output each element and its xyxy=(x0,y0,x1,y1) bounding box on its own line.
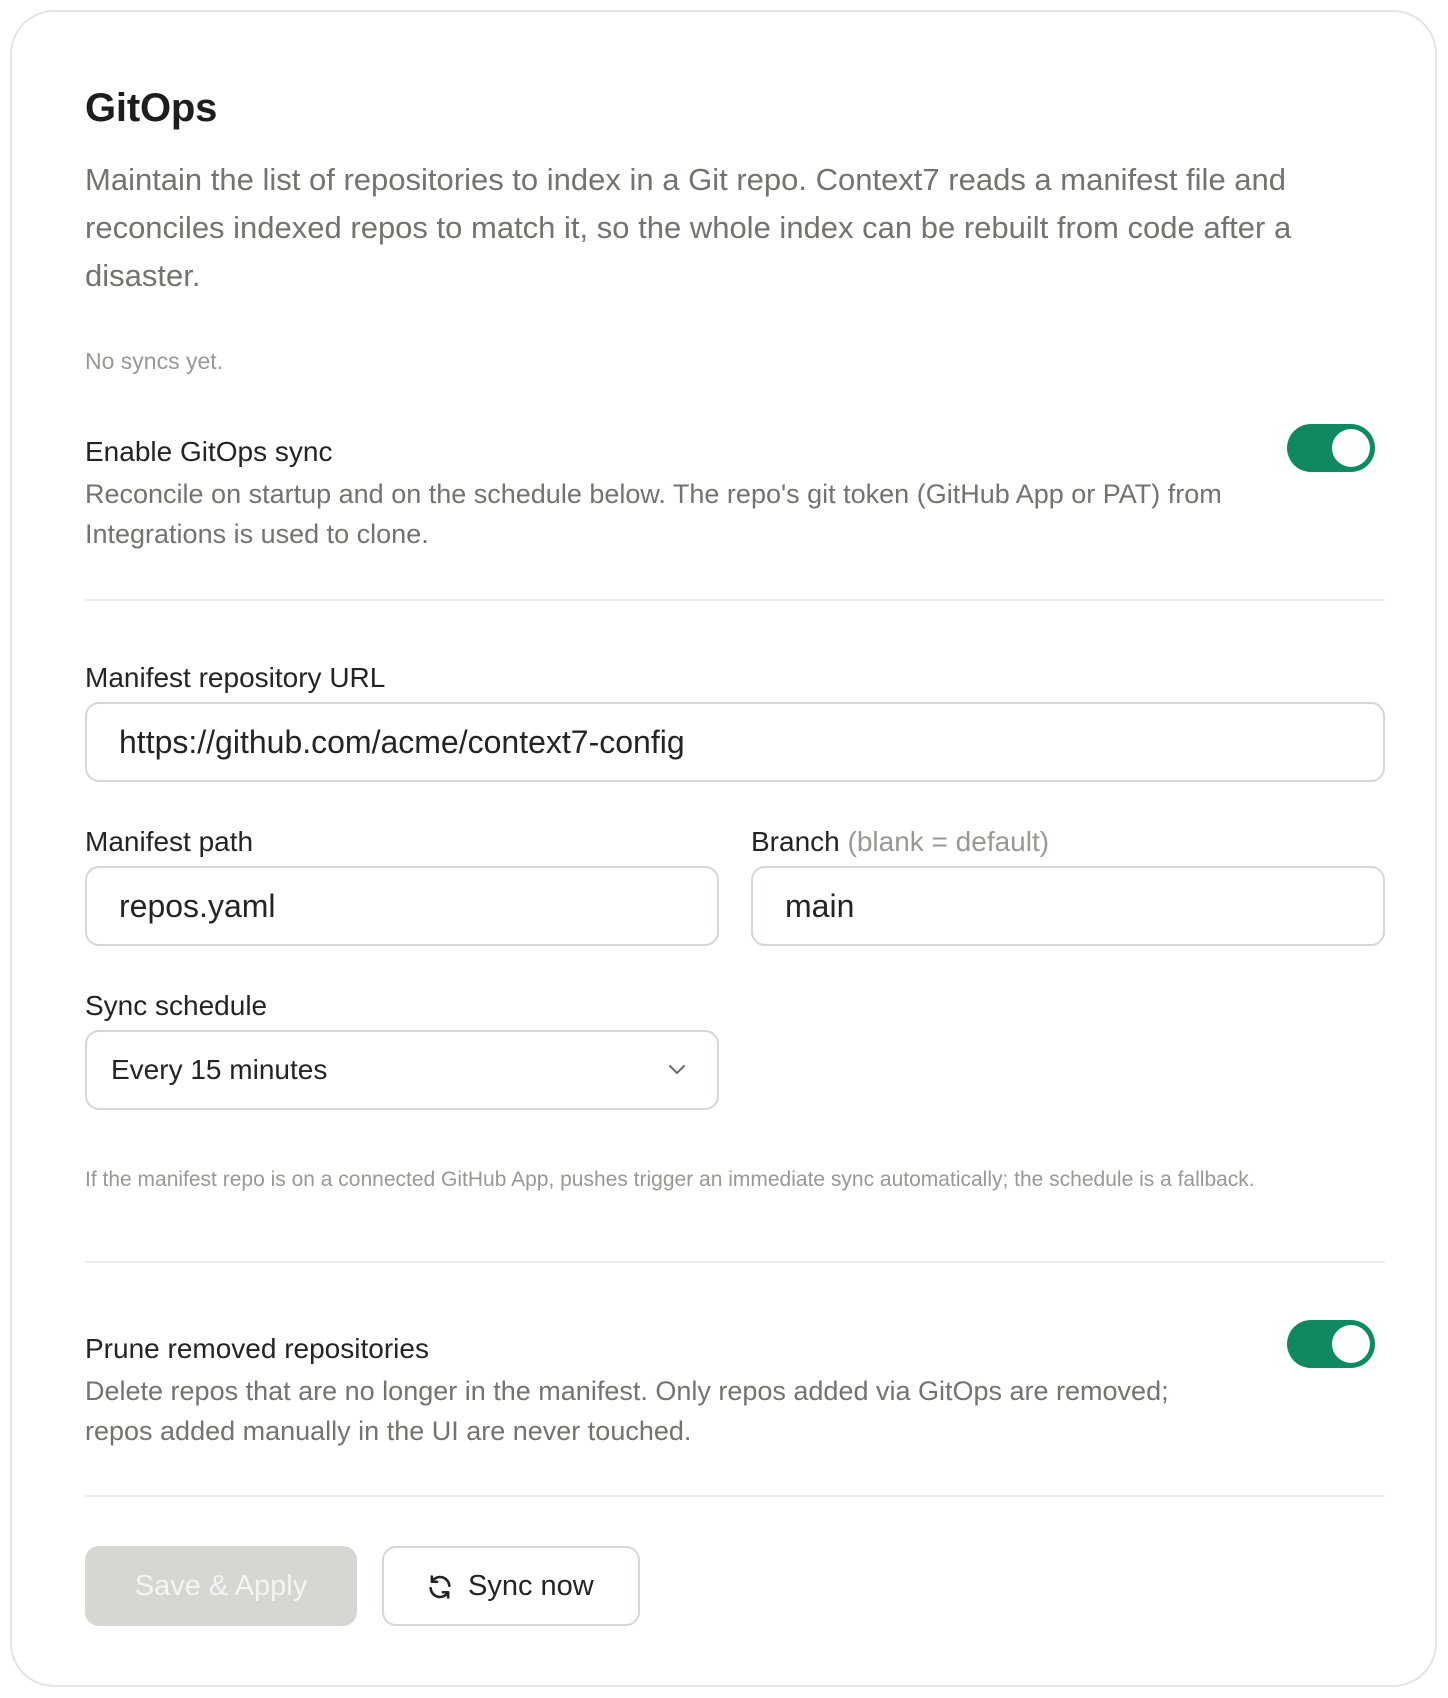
section-description: Maintain the list of repositories to index in a Git repo. Context7 reads a manifest file and reconciles indexed repos to match it, so the whole index can be rebuilt from code after a disaster. xyxy=(85,162,1292,293)
manifest-path-input[interactable] xyxy=(85,866,719,946)
sync-schedule-value: Every 15 minutes xyxy=(111,1054,328,1085)
sync-status-text: No syncs yet. xyxy=(85,348,224,374)
manifest-url-input[interactable] xyxy=(85,702,1385,782)
branch-label-hint: (blank = default) xyxy=(847,826,1050,857)
branch-input[interactable] xyxy=(751,866,1385,946)
sync-now-button[interactable] xyxy=(382,1546,640,1626)
section-title: GitOps xyxy=(85,86,218,130)
divider xyxy=(85,599,1385,601)
toggle-knob xyxy=(1332,429,1370,467)
enable-sync-description: Reconcile on startup and on the schedule below. The repo's git token (GitHub App or PAT) from Integrations is used to clone. xyxy=(85,479,1222,549)
prune-title: Prune removed repositories xyxy=(85,1333,429,1364)
manifest-url-label: Manifest repository URL xyxy=(85,662,386,693)
divider xyxy=(85,1261,1385,1263)
sync-now-label: Sync now xyxy=(468,1570,594,1602)
sync-schedule-select[interactable] xyxy=(85,1030,719,1110)
enable-sync-toggle[interactable] xyxy=(1287,424,1375,472)
manifest-path-label: Manifest path xyxy=(85,826,254,857)
save-apply-button[interactable]: Save & Apply xyxy=(85,1546,357,1626)
sync-schedule-label: Sync schedule xyxy=(85,990,268,1021)
gitops-settings-card xyxy=(10,10,1437,1687)
branch-label xyxy=(751,826,1049,858)
divider xyxy=(85,1495,1385,1497)
refresh-icon xyxy=(426,1573,454,1601)
toggle-knob xyxy=(1332,1325,1370,1363)
prune-description: Delete repos that are no longer in the manifest. Only repos added via GitOps are removed; repos added manually in the UI are never touched. xyxy=(85,1376,1169,1446)
prune-toggle[interactable] xyxy=(1287,1320,1375,1368)
schedule-help-text: If the manifest repo is on a connected GitHub App, pushes trigger an immediate sync automatically; the schedule is a fallback. xyxy=(85,1168,1255,1191)
chevron-down-icon xyxy=(665,1057,689,1081)
branch-label-text: Branch xyxy=(751,826,840,857)
enable-sync-title: Enable GitOps sync xyxy=(85,436,333,467)
